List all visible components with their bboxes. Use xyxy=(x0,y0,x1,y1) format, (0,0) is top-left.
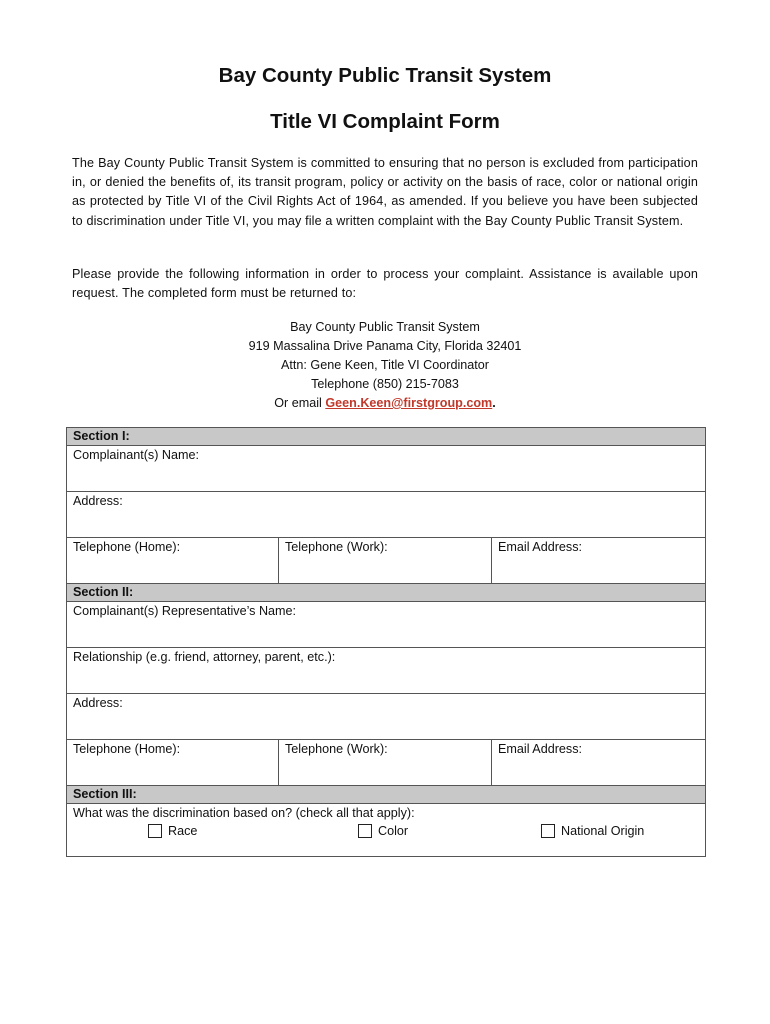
complainant-name-label: Complainant(s) Name: xyxy=(73,448,199,462)
basis-checkbox-group xyxy=(73,820,699,850)
form-title: Title VI Complaint Form xyxy=(270,110,500,133)
representative-email-field[interactable] xyxy=(492,740,706,786)
mailing-address xyxy=(0,318,770,413)
representative-address-field[interactable] xyxy=(67,694,706,740)
address-line-street: 919 Massalina Drive Panama City, Florida 32401 xyxy=(248,339,522,353)
representative-phone-work-label: Telephone (Work): xyxy=(285,742,388,756)
agency-title: Bay County Public Transit System xyxy=(218,64,552,87)
section-3-heading: Section III: xyxy=(67,786,706,804)
section-2-heading: Section II: xyxy=(67,584,706,602)
address-line-agency: Bay County Public Transit System xyxy=(290,320,480,334)
representative-phone-home-field[interactable] xyxy=(67,740,279,786)
email-suffix: . xyxy=(492,396,496,410)
color-label: Color xyxy=(378,824,409,838)
representative-email-label: Email Address: xyxy=(498,742,582,756)
intro-paragraph: The Bay County Public Transit System is committed to ensuring that no person is excluded from participation in, or denied the benefits of, its transit program, policy or activity on the basis of race, color or national origin as protected by Title VI of the Civil Rights Act of 1964, as amended. If you believe you have been subjected to discrimination under Title VI, you may file a written complaint with the Bay County Public Transit System. xyxy=(72,156,698,228)
complainant-phone-work-label: Telephone (Work): xyxy=(285,540,388,554)
complainant-name-field[interactable] xyxy=(67,446,706,492)
complainant-email-label: Email Address: xyxy=(498,540,582,554)
national-origin-option[interactable] xyxy=(541,824,644,838)
representative-name-label: Complainant(s) Representative’s Name: xyxy=(73,604,297,618)
color-option[interactable] xyxy=(358,824,408,838)
discrimination-basis-question: What was the discrimination based on? (check all that apply): xyxy=(73,806,415,820)
relationship-label: Relationship (e.g. friend, attorney, parent, etc.): xyxy=(73,650,336,664)
color-checkbox[interactable] xyxy=(358,824,372,838)
email-link[interactable]: Geen.Keen@firstgroup.com xyxy=(325,396,493,410)
representative-phone-work-field[interactable] xyxy=(279,740,492,786)
complainant-phone-home-field[interactable] xyxy=(67,538,279,584)
complainant-address-label: Address: xyxy=(73,494,123,508)
complainant-phone-home-label: Telephone (Home): xyxy=(73,540,181,554)
address-line-email xyxy=(0,394,770,413)
section-1-heading: Section I: xyxy=(67,428,706,446)
race-option[interactable] xyxy=(148,824,197,838)
race-label: Race xyxy=(168,824,198,838)
national-origin-checkbox[interactable] xyxy=(541,824,555,838)
representative-name-field[interactable] xyxy=(67,602,706,648)
complainant-phone-work-field[interactable] xyxy=(279,538,492,584)
complainant-address-field[interactable] xyxy=(67,492,706,538)
instructions-paragraph: Please provide the following information in order to process your complaint. Assistance is available upon request. The completed form must be returned to: xyxy=(72,267,698,301)
discrimination-basis-cell xyxy=(67,804,706,857)
national-origin-label: National Origin xyxy=(561,824,645,838)
email-prefix: Or email xyxy=(274,396,326,410)
relationship-field[interactable] xyxy=(67,648,706,694)
address-line-attn: Attn: Gene Keen, Title VI Coordinator xyxy=(281,358,489,372)
complaint-form-table xyxy=(66,427,706,857)
complainant-email-field[interactable] xyxy=(492,538,706,584)
representative-address-label: Address: xyxy=(73,696,123,710)
race-checkbox[interactable] xyxy=(148,824,162,838)
address-line-phone: Telephone (850) 215-7083 xyxy=(311,377,459,391)
representative-phone-home-label: Telephone (Home): xyxy=(73,742,181,756)
